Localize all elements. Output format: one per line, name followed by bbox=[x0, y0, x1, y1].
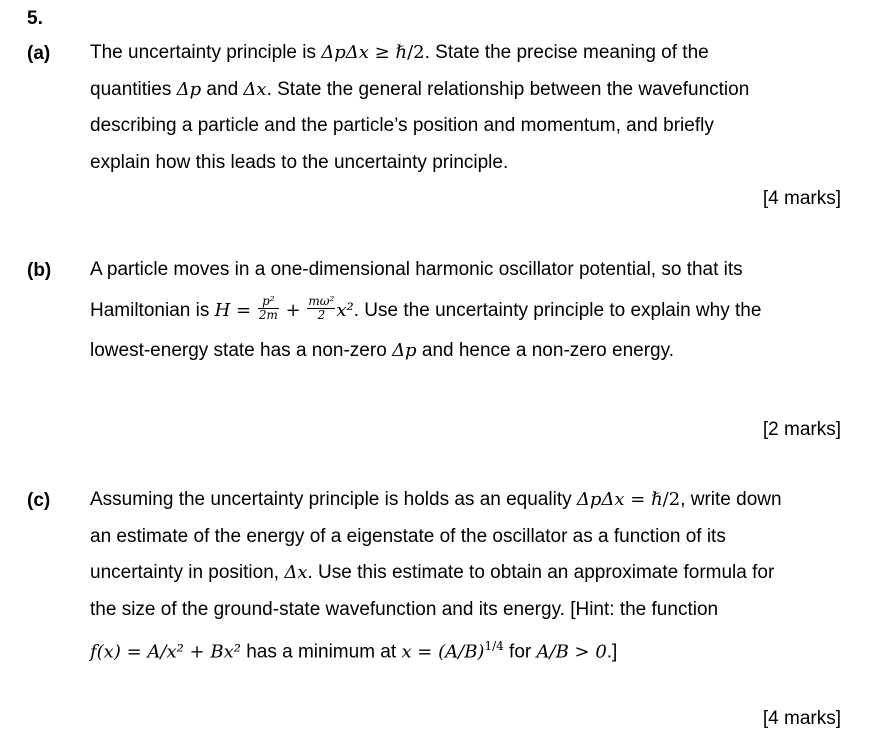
part-c-label: (c) bbox=[27, 490, 51, 511]
part-b-marks: [2 marks] bbox=[762, 419, 841, 440]
part-b-line-1: A particle moves in a one-dimensional harmonic oscillator potential, so that its bbox=[90, 259, 743, 280]
question-number: 5. bbox=[27, 8, 43, 29]
part-a-label: (a) bbox=[27, 43, 51, 64]
part-b-line-2: Hamiltonian is H = $\frac{\text{p²}}{2m}$ + $\frac{\text{mω²}}{2}$ x². Use the uncertainty principle to explain why the bbox=[90, 293, 762, 322]
part-c-text bbox=[90, 482, 850, 665]
part-a-text bbox=[90, 35, 850, 181]
fraction-p2-over-2m: $\frac{\text{p²}}{2m}$ bbox=[258, 293, 278, 322]
fraction-mw2-over-2: $\frac{\text{mω²}}{2}$ bbox=[308, 293, 335, 322]
part-a-line-3: describing a particle and the particle’s position and momentum, and briefly bbox=[90, 115, 714, 136]
part-a-marks: [4 marks] bbox=[762, 188, 841, 209]
part-b-text bbox=[90, 252, 850, 369]
part-c-line-1: Assuming the uncertainty principle is holds as an equality ΔpΔx = ℏ/2, write down bbox=[90, 489, 782, 510]
part-b-line-3: lowest-energy state has a non-zero Δp and hence a non-zero energy. bbox=[90, 339, 674, 361]
part-a-line-4: explain how this leads to the uncertainty principle. bbox=[90, 151, 509, 173]
part-c-line-5: f(x) = A/x² + Bx² has a minimum at $x = (A/B)^{1/4}$ for A/B > 0.] bbox=[90, 639, 618, 663]
part-b-label: (b) bbox=[27, 260, 52, 281]
part-a-line-2: quantities Δp and Δx. State the general relationship between the wavefunction bbox=[90, 78, 750, 100]
part-c-marks: [4 marks] bbox=[762, 708, 841, 729]
part-a-line-1: The uncertainty principle is ΔpΔx ≥ ℏ/2. State the precise meaning of the bbox=[90, 42, 709, 63]
part-c-line-2: an estimate of the energy of a eigenstate of the oscillator as a function of its bbox=[90, 525, 726, 547]
part-c-line-3: uncertainty in position, Δx. Use this estimate to obtain an approximate formula for bbox=[90, 562, 775, 583]
part-c-line-4: the size of the ground-state wavefunction and its energy. [Hint: the function bbox=[90, 598, 719, 620]
